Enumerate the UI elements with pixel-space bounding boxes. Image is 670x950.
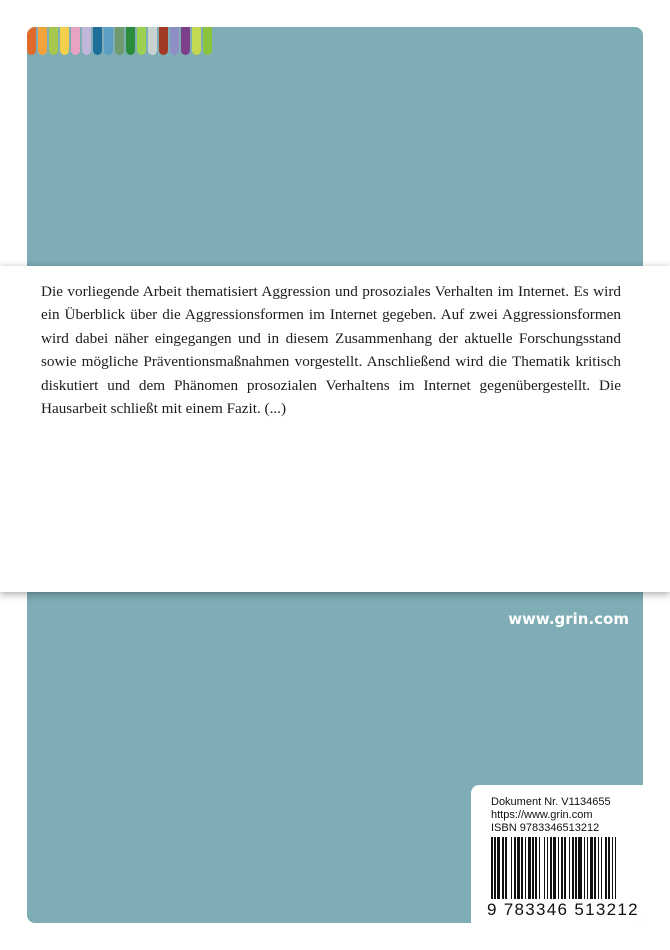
barcode-bar	[578, 837, 582, 899]
barcode-bar	[612, 837, 613, 899]
barcode-bar	[528, 837, 531, 899]
barcode-bar	[569, 837, 570, 899]
color-tab	[38, 27, 47, 55]
color-tab	[71, 27, 80, 55]
barcode-bar	[594, 837, 596, 899]
color-tab	[60, 27, 69, 55]
barcode-bar	[601, 837, 602, 899]
barcode-bar	[561, 837, 563, 899]
barcode-bar	[491, 837, 493, 899]
barcode-bar	[550, 837, 552, 899]
color-tab	[203, 27, 212, 55]
color-tab	[49, 27, 58, 55]
color-tab	[126, 27, 135, 55]
barcode-bar	[615, 837, 616, 899]
barcode-bar	[553, 837, 556, 899]
barcode-bar	[547, 837, 548, 899]
barcode-bar	[497, 837, 500, 899]
barcode-bar	[514, 837, 516, 899]
color-tab	[82, 27, 91, 55]
color-tab	[27, 27, 36, 55]
barcode-bar	[539, 837, 540, 899]
abstract-text: Die vorliegende Arbeit thematisiert Aggression und prosoziales Verhalten im Internet. Es wird ein Überblick über die Aggressionsformen im Internet gegeben. Auf zwei Aggressionsformen wird dabei näher eingegangen und in diesem Zusammenhang der aktuelle Forschungsstand sowie mögliche Präventionsmaßnahmen vorgestellt. Anschließend wird die Thematik kritisch diskutiert und dem Phänomen prosozialen Verhaltens im Internet gegenübergestellt. Die Hausarbeit schließt mit einem Fazit. (...)	[41, 283, 621, 418]
color-tab	[170, 27, 179, 55]
barcode-bar	[572, 837, 574, 899]
color-tab	[137, 27, 146, 55]
color-tab	[159, 27, 168, 55]
barcode-bar	[494, 837, 496, 899]
color-tab	[192, 27, 201, 55]
barcode-bar	[532, 837, 534, 899]
publisher-url[interactable]: www.grin.com	[508, 610, 629, 628]
barcode-panel	[471, 785, 643, 923]
barcode-bar	[521, 837, 523, 899]
barcode-bar	[608, 837, 610, 899]
barcode-bar	[598, 837, 599, 899]
barcode-bar	[584, 837, 585, 899]
color-tab	[93, 27, 102, 55]
barcode-bar	[535, 837, 537, 899]
document-url[interactable]: https://www.grin.com	[491, 809, 593, 821]
barcode-bar	[575, 837, 577, 899]
color-tabs	[27, 27, 214, 55]
barcode-bar	[517, 837, 520, 899]
barcode-bar	[544, 837, 545, 899]
color-tab	[115, 27, 124, 55]
barcode-bar	[605, 837, 607, 899]
color-tab	[148, 27, 157, 55]
barcode-bar	[564, 837, 566, 899]
color-tab	[104, 27, 113, 55]
barcode-bar	[590, 837, 593, 899]
document-number: Dokument Nr. V1134655	[491, 796, 611, 808]
document-meta	[491, 796, 611, 835]
barcode-bar	[558, 837, 559, 899]
isbn-label: ISBN 9783346513212	[491, 822, 600, 834]
barcode-bar	[502, 837, 504, 899]
barcode-bar	[505, 837, 507, 899]
barcode-bar	[511, 837, 512, 899]
isbn-digits: 9 783346 513212	[487, 900, 639, 919]
color-tab	[181, 27, 190, 55]
barcode-bar	[587, 837, 588, 899]
barcode-bar	[525, 837, 526, 899]
abstract-band	[0, 266, 670, 592]
barcode	[491, 837, 643, 899]
